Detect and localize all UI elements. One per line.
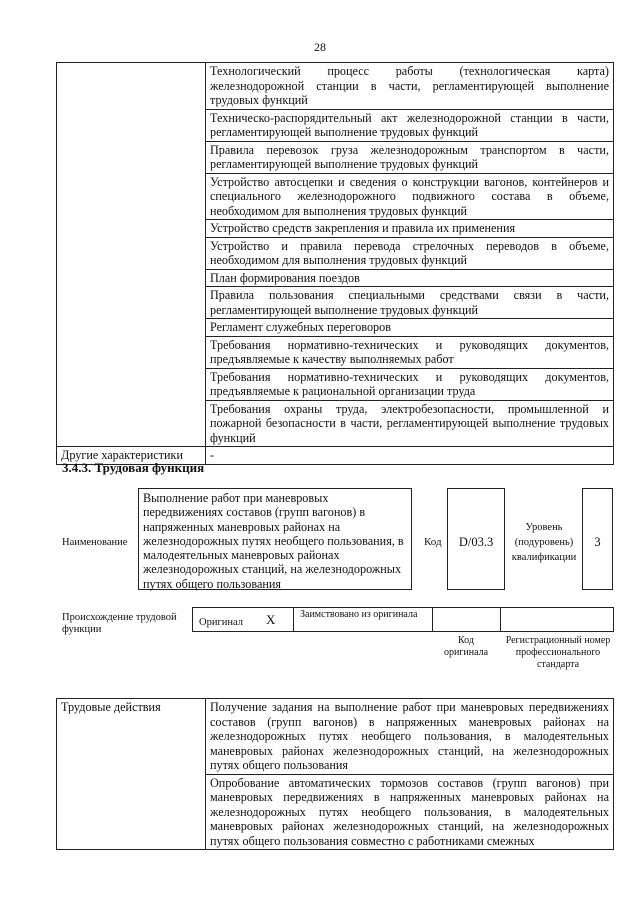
table-row — [57, 63, 614, 110]
function-name-value: Выполнение работ при маневровых передвижениях составов (групп вагонов) в напряженных маневровых районах на железнодорожных путях необщего пользования, в малодеятельных маневровых районах железнодорожных станций, на железнодорожных путях общего пользования — [138, 488, 412, 590]
origin-code-cell — [433, 608, 501, 631]
knowledge-item: Технологический процесс работы (технологическая карта) железнодорожной станции в части, регламентирующей выполнение трудовых функций — [206, 63, 614, 110]
code-label: Код — [424, 536, 442, 548]
qualification-level-value: 3 — [582, 488, 613, 590]
code-original-label: Код оригинала — [443, 635, 489, 658]
knowledge-item: Устройство средств закрепления и правила их применения — [206, 220, 614, 238]
knowledge-item: Правила пользования специальными средствами связи в части, регламентирующей выполнение трудовых функций — [206, 287, 614, 319]
original-mark: X — [266, 612, 276, 627]
section-heading: 3.4.3. Трудовая функция — [62, 460, 205, 475]
knowledge-item: Регламент служебных переговоров — [206, 319, 614, 337]
knowledge-item: Требования нормативно-технических и руководящих документов, предъявляемые к качеству выполняемых работ — [206, 336, 614, 368]
knowledge-item: План формирования поездов — [206, 269, 614, 287]
origin-label: Происхождение трудовой функции — [62, 612, 177, 635]
qualification-level-label: Уровень (подуровень) квалификации — [511, 522, 577, 563]
labor-actions-label: Трудовые действия — [57, 699, 206, 850]
other-characteristics-label: Другие характеристики — [57, 447, 206, 465]
name-label: Наименование — [62, 537, 128, 548]
code-value: D/03.3 — [447, 488, 505, 590]
knowledge-item: Устройство и правила перевода стрелочных переводов в объеме, необходимом для выполнения трудовых функций — [206, 237, 614, 269]
knowledge-item: Требования нормативно-технических и руководящих документов, предъявляемые к рациональной организации труда — [206, 368, 614, 400]
labor-actions-table — [56, 698, 614, 850]
empty-label-cell — [57, 63, 206, 447]
table-row — [57, 699, 614, 775]
labor-action-item: Опробование автоматических тормозов составов (групп вагонов) при маневровых передвижениях в напряженных маневровых районах на железнодорожных путях необщего пользования, в малодеятельных маневровых районах железнодорожных станций, на железнодорожных путях общего пользования совместно с работниками смежных — [206, 774, 614, 850]
registration-number-label: Регистрационный номер профессионального стандарта — [505, 635, 611, 670]
knowledge-item: Требования охраны труда, электробезопасности, промышленной и пожарной безопасности в части, регламентирующей выполнение трудовых функций — [206, 400, 614, 447]
knowledge-table — [56, 62, 614, 465]
borrowed-label: Заимствовано из оригинала — [300, 609, 418, 620]
knowledge-item: Устройство автосцепки и сведения о конструкции вагонов, контейнеров и специального железнодорожного подвижного состава в объеме, необходимом для выполнения трудовых функций — [206, 173, 614, 220]
other-characteristics-value: - — [206, 447, 614, 465]
knowledge-item: Техническо-распорядительный акт железнодорожной станции в части, регламентирующей выполнение трудовых функций — [206, 109, 614, 141]
original-label: Оригинал — [199, 617, 243, 628]
page-number: 28 — [314, 40, 326, 54]
knowledge-item: Правила перевозок груза железнодорожным транспортом в части, регламентирующей выполнение трудовых функций — [206, 141, 614, 173]
labor-action-item: Получение задания на выполнение работ при маневровых передвижениях составов (групп вагонов) в напряженных маневровых районах на железнодорожных путях необщего пользования, в малодеятельных маневровых районах железнодорожных станций, на железнодорожных путях общего пользования — [206, 699, 614, 775]
